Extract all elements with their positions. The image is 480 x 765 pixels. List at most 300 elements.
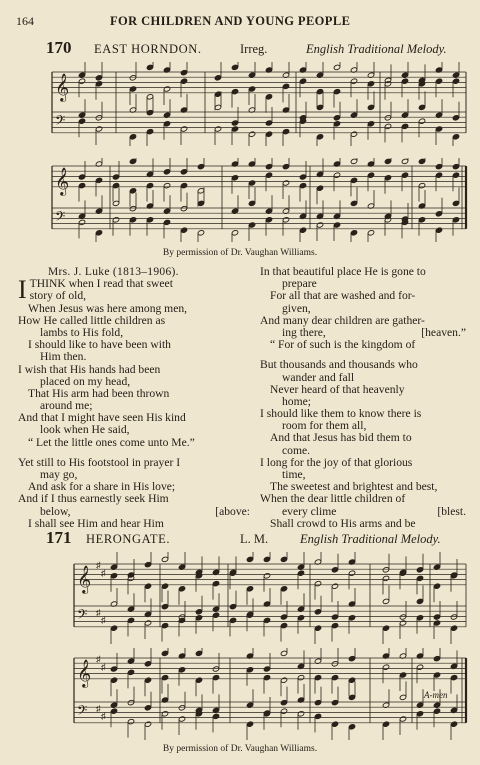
note-head	[129, 205, 136, 211]
note-head	[418, 217, 425, 223]
note-head	[314, 580, 321, 586]
verse-line: And many dear children are gather-	[260, 313, 425, 327]
verse-line: And ask for a share in His love;	[28, 480, 176, 494]
verse-line: I should like to have been with	[28, 338, 171, 352]
note-head	[195, 615, 202, 621]
note-head	[195, 677, 202, 683]
verse-line: may go,	[40, 468, 78, 481]
note-head	[127, 718, 134, 724]
verse-line: look when He said,	[40, 423, 130, 437]
verse-line: Him then.	[40, 350, 87, 364]
verse-line: lambs to His fold,	[40, 325, 124, 339]
tune-name: EAST HORNDON.	[94, 42, 202, 56]
turnover-word: [blest.	[437, 504, 466, 518]
note-head	[263, 617, 270, 623]
turnover-word: [above:	[215, 504, 250, 518]
note-head	[180, 169, 187, 175]
note-head	[435, 163, 442, 169]
verse-line: given,	[282, 301, 311, 315]
note-head	[433, 614, 440, 620]
verse-line: When the dear little children of	[260, 492, 406, 506]
note-head	[127, 669, 134, 675]
note-head	[161, 711, 168, 717]
note-head	[161, 556, 168, 562]
note-head	[333, 121, 340, 127]
note-head	[146, 64, 153, 70]
music-system	[0, 62, 480, 146]
note-head	[435, 211, 442, 217]
note-head	[452, 163, 459, 169]
note-head	[110, 573, 117, 579]
note-head	[110, 666, 117, 672]
hymn-number: 171	[46, 528, 72, 547]
note-head	[450, 625, 457, 631]
note-head	[161, 603, 168, 609]
permission-note: By permission of Dr. Vaughan Williams.	[162, 248, 318, 258]
note-head	[280, 677, 287, 683]
note-head	[297, 711, 304, 717]
note-head	[248, 180, 255, 186]
note-head	[452, 115, 459, 121]
note-head	[265, 217, 272, 223]
note-head	[178, 586, 185, 592]
note-head	[418, 182, 425, 188]
note-head	[180, 227, 187, 233]
note-head	[78, 118, 85, 124]
note-head	[331, 661, 338, 667]
note-head	[112, 217, 119, 223]
note-head	[314, 713, 321, 719]
note-head	[280, 708, 287, 714]
note-head	[248, 200, 255, 206]
note-head	[416, 664, 423, 670]
note-head	[265, 172, 272, 178]
note-head	[95, 75, 102, 81]
note-head	[299, 227, 306, 233]
note-head	[399, 716, 406, 722]
note-head	[129, 188, 136, 194]
note-head	[214, 91, 221, 97]
note-head	[112, 200, 119, 206]
note-head	[401, 158, 408, 164]
note-head	[350, 131, 357, 137]
note-head	[163, 219, 170, 225]
note-head	[263, 556, 270, 562]
sharp-icon: ♯	[101, 568, 106, 578]
note-head	[316, 185, 323, 191]
meter: L. M.	[240, 532, 269, 546]
composer-credit: English Traditional Melody.	[300, 532, 441, 546]
sharp-icon: ♯	[96, 607, 101, 618]
note-head	[452, 78, 459, 84]
note-head	[348, 655, 355, 661]
note-head	[110, 625, 117, 631]
verse-line: every clime [blest.	[282, 504, 466, 518]
verse-line: And that I might have seen His kind	[18, 411, 186, 425]
note-head	[180, 69, 187, 75]
note-head	[178, 667, 185, 673]
note-head	[246, 586, 253, 592]
verse-line: How He called little children as	[18, 313, 166, 327]
drop-cap: I	[18, 275, 27, 305]
note-head	[280, 586, 287, 592]
sharp-icon: ♯	[96, 654, 101, 665]
note-head	[399, 620, 406, 626]
note-head	[144, 583, 151, 589]
author-line: Mrs. J. Luke (1813–1906).	[48, 266, 179, 278]
note-head	[433, 655, 440, 661]
note-head	[246, 556, 253, 562]
note-head	[280, 650, 287, 656]
note-head	[435, 78, 442, 84]
note-head	[246, 721, 253, 727]
note-head	[180, 78, 187, 84]
note-head	[263, 674, 270, 680]
note-head	[265, 131, 272, 137]
note-head	[299, 174, 306, 180]
note-head	[146, 217, 153, 223]
note-head	[384, 123, 391, 129]
note-head	[265, 120, 272, 126]
bass-clef-icon: 𝄢	[55, 208, 66, 228]
verse-line: I should like them to know there is	[260, 407, 422, 421]
verse-line: placed on my head,	[40, 374, 131, 388]
note-head	[129, 86, 136, 92]
note-head	[350, 230, 357, 236]
note-head	[180, 182, 187, 188]
music-system	[0, 552, 480, 644]
note-head	[144, 705, 151, 711]
note-head	[418, 158, 425, 164]
note-head	[348, 724, 355, 730]
verse-line: ing there, [heaven.”	[282, 325, 466, 339]
note-head	[435, 126, 442, 132]
note-head	[350, 177, 357, 183]
note-head	[95, 177, 102, 183]
hymn-170-header	[0, 40, 480, 60]
verse-line: “ Let the little ones come unto Me.”	[28, 435, 195, 449]
treble-clef-icon: 𝄞	[77, 658, 92, 687]
note-head	[314, 609, 321, 615]
verse-line: And that Jesus has bid them to	[270, 431, 412, 445]
note-head	[231, 120, 238, 126]
note-head	[299, 78, 306, 84]
hymn-171-header	[0, 530, 480, 550]
note-head	[129, 75, 136, 81]
note-head	[146, 128, 153, 134]
note-head	[161, 583, 168, 589]
note-head	[282, 180, 289, 186]
note-head	[144, 661, 151, 667]
note-head	[314, 674, 321, 680]
note-head	[127, 617, 134, 623]
sharp-icon: ♯	[101, 615, 106, 626]
verse-line: time,	[282, 468, 306, 481]
note-head	[129, 217, 136, 223]
verse-line: In that beautiful place He is gone to	[260, 265, 426, 278]
note-head	[367, 81, 374, 87]
note-head	[265, 163, 272, 169]
note-head	[78, 78, 85, 84]
note-head	[384, 115, 391, 121]
note-head	[214, 126, 221, 132]
note-head	[382, 625, 389, 631]
note-head	[382, 598, 389, 604]
treble-clef-icon: 𝄞	[77, 564, 92, 593]
amen-label: A-men	[424, 690, 448, 700]
note-head	[195, 650, 202, 656]
verse-line: That His arm had been thrown	[28, 386, 170, 400]
note-head	[129, 158, 136, 164]
note-head	[316, 222, 323, 228]
note-head	[144, 721, 151, 727]
note-head	[212, 674, 219, 680]
note-head	[416, 598, 423, 604]
note-head	[144, 561, 151, 567]
note-head	[350, 158, 357, 164]
note-head	[248, 222, 255, 228]
note-head	[348, 694, 355, 700]
note-head	[282, 128, 289, 134]
note-head	[280, 699, 287, 705]
note-head	[144, 677, 151, 683]
verse-line: story of old,	[29, 289, 87, 303]
verse-line: “ For of such is the kingdom of	[270, 338, 416, 352]
note-head	[350, 78, 357, 84]
note-head	[163, 121, 170, 127]
verse-column-right	[260, 266, 466, 530]
bass-clef-icon: 𝄢	[77, 702, 88, 722]
note-head	[95, 126, 102, 132]
note-head	[197, 230, 204, 236]
note-head	[231, 126, 238, 132]
note-head	[161, 650, 168, 656]
note-head	[161, 622, 168, 628]
note-head	[144, 620, 151, 626]
note-head	[401, 123, 408, 129]
note-head	[78, 182, 85, 188]
note-head	[280, 622, 287, 628]
note-head	[197, 188, 204, 194]
note-head	[433, 708, 440, 714]
sharp-icon: ♯	[96, 560, 101, 571]
note-head	[348, 570, 355, 576]
note-head	[178, 705, 185, 711]
note-head	[229, 617, 236, 623]
note-head	[229, 603, 236, 609]
verse-line: below, [above:	[40, 504, 250, 518]
note-head	[435, 227, 442, 233]
note-head	[197, 163, 204, 169]
note-head	[161, 674, 168, 680]
verse-line: When Jesus was here among men,	[28, 301, 188, 315]
note-head	[297, 615, 304, 621]
verse-line: Never heard of that heavenly	[270, 382, 405, 396]
verse-line: I wish that His hands had been	[18, 362, 161, 376]
verse-line: room for them all,	[282, 419, 367, 433]
sharp-icon: ♯	[96, 703, 101, 714]
note-head	[129, 134, 136, 140]
note-head	[416, 615, 423, 621]
note-head	[452, 134, 459, 140]
note-head	[316, 104, 323, 110]
note-head	[416, 567, 423, 573]
note-head	[212, 713, 219, 719]
note-head	[95, 115, 102, 121]
note-head	[299, 182, 306, 188]
note-head	[246, 667, 253, 673]
tune-name: HERONGATE.	[86, 532, 171, 546]
composer-credit: English Traditional Melody.	[306, 42, 447, 56]
note-head	[367, 121, 374, 127]
treble-clef-icon: 𝄞	[55, 72, 70, 101]
note-head	[180, 126, 187, 132]
note-head	[212, 666, 219, 672]
note-head	[450, 721, 457, 727]
verse-line: Shall crowd to His arms and be	[270, 516, 416, 530]
note-head	[401, 172, 408, 178]
note-head	[418, 104, 425, 110]
note-head	[401, 78, 408, 84]
note-head	[399, 672, 406, 678]
note-head	[231, 230, 238, 236]
note-head	[263, 573, 270, 579]
note-head	[178, 716, 185, 722]
note-head	[382, 575, 389, 581]
note-head	[399, 614, 406, 620]
note-head	[452, 200, 459, 206]
running-title: FOR CHILDREN AND YOUNG PEOPLE	[110, 14, 351, 28]
note-head	[163, 86, 170, 92]
note-head	[163, 169, 170, 175]
note-head	[367, 172, 374, 178]
note-head	[314, 699, 321, 705]
note-head	[146, 109, 153, 115]
note-head	[78, 219, 85, 225]
note-head	[180, 205, 187, 211]
verse-line: But thousands and thousands who	[260, 358, 418, 372]
note-head	[263, 666, 270, 672]
note-head	[314, 625, 321, 631]
note-head	[231, 88, 238, 94]
note-head	[95, 81, 102, 87]
note-head	[450, 674, 457, 680]
permission-note: By permission of Dr. Vaughan Williams.	[162, 744, 318, 754]
note-head	[112, 174, 119, 180]
verse-line: ITHINK when I read that sweet	[18, 275, 173, 305]
verse-line: home;	[282, 394, 311, 408]
note-head	[382, 567, 389, 573]
note-head	[333, 64, 340, 70]
note-head	[399, 694, 406, 700]
note-head	[280, 614, 287, 620]
verse-line: wander and fall	[282, 370, 355, 384]
note-head	[282, 217, 289, 223]
note-head	[333, 222, 340, 228]
note-head	[78, 174, 85, 180]
note-head	[452, 217, 459, 223]
note-head	[282, 83, 289, 89]
note-head	[433, 583, 440, 589]
note-head	[331, 674, 338, 680]
note-head	[297, 570, 304, 576]
note-head	[350, 200, 357, 206]
treble-clef-icon: 𝄞	[55, 166, 70, 195]
page-number: 164	[16, 14, 34, 28]
note-head	[418, 118, 425, 124]
note-head	[331, 567, 338, 573]
note-head	[333, 172, 340, 178]
verse-line: For all that are washed and for-	[270, 289, 416, 303]
bass-clef-icon: 𝄢	[77, 606, 88, 626]
note-head	[450, 614, 457, 620]
note-head	[316, 134, 323, 140]
note-head	[331, 622, 338, 628]
note-head	[316, 88, 323, 94]
note-head	[195, 609, 202, 615]
note-head	[146, 94, 153, 100]
sharp-icon: ♯	[101, 662, 106, 672]
note-head	[231, 64, 238, 70]
note-head	[333, 115, 340, 121]
note-head	[265, 94, 272, 100]
verse-line: Yet still to His footstool in prayer I	[18, 455, 181, 469]
note-head	[280, 556, 287, 562]
note-head	[163, 182, 170, 188]
running-head	[0, 14, 480, 34]
sharp-icon: ♯	[101, 711, 106, 722]
note-head	[248, 131, 255, 137]
note-head	[382, 664, 389, 670]
verse-line: prepare	[282, 277, 317, 291]
verse-column-left	[18, 266, 250, 530]
verse-line: around me;	[40, 399, 93, 413]
note-head	[433, 672, 440, 678]
note-head	[384, 175, 391, 181]
note-head	[433, 620, 440, 626]
turnover-word: [heaven.”	[421, 325, 466, 339]
verse-line: I shall see Him and hear Him	[28, 516, 164, 530]
note-head	[331, 583, 338, 589]
note-head	[297, 674, 304, 680]
note-head	[282, 163, 289, 169]
note-head	[127, 699, 134, 705]
note-head	[214, 75, 221, 81]
note-head	[214, 104, 221, 110]
note-head	[348, 677, 355, 683]
note-head	[384, 158, 391, 164]
verse-line: The sweetest and brightest and best,	[270, 480, 438, 494]
note-head	[416, 711, 423, 717]
note-head	[95, 230, 102, 236]
note-head	[212, 612, 219, 618]
note-head	[331, 614, 338, 620]
note-head	[382, 721, 389, 727]
note-head	[331, 721, 338, 727]
note-head	[416, 575, 423, 581]
note-head	[212, 580, 219, 586]
note-head	[231, 175, 238, 181]
note-head	[110, 677, 117, 683]
note-head	[146, 182, 153, 188]
note-head	[331, 699, 338, 705]
note-head	[197, 200, 204, 206]
note-head	[452, 172, 459, 178]
note-head	[367, 230, 374, 236]
note-head	[110, 708, 117, 714]
meter: Irreg.	[240, 42, 268, 56]
verse-line: I long for the joy of that glorious	[260, 455, 413, 469]
